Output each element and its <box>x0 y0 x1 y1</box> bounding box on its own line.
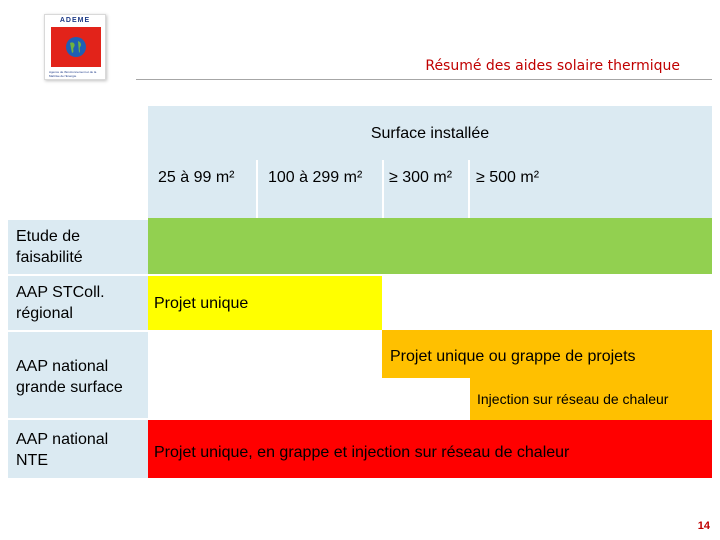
logo-wordmark: ADEME <box>59 17 91 24</box>
row-label-line: NTE <box>16 452 48 469</box>
band-text: Projet unique ou grappe de projets <box>390 348 636 365</box>
row-label-line: AAP national <box>16 358 109 375</box>
band-text: Projet unique <box>154 295 249 312</box>
row-label-etude <box>8 220 148 274</box>
column-header-500: ≥ 500 m² <box>476 169 540 186</box>
row-label-line: AAP national <box>16 431 109 448</box>
page-number: 14 <box>697 520 710 532</box>
band-etude-faisabilite <box>148 218 712 274</box>
column-header-100-299: 100 à 299 m² <box>268 169 363 186</box>
column-header-25-99: 25 à 99 m² <box>158 169 235 186</box>
slide-title: Résumé des aides solaire thermique <box>425 58 680 74</box>
band-text: Projet unique, en grappe et injection sur réseau de chaleur <box>154 444 570 461</box>
row-label-aap-grande-surface <box>8 332 148 418</box>
column-header-300: ≥ 300 m² <box>389 169 453 186</box>
table-header-surface <box>148 106 712 160</box>
row-label-aap-regional <box>8 276 148 330</box>
row-label-line: AAP STColl. <box>16 284 105 301</box>
column-divider <box>468 160 470 218</box>
logo-tagline: Agence de l'Environnement et de la Maîtrise de l'Energie <box>49 70 97 78</box>
band-grappe-projets <box>382 330 712 378</box>
band-projet-unique <box>148 276 382 330</box>
logo-red-square <box>51 27 101 67</box>
band-injection-reseau <box>470 378 712 420</box>
row-label-line: faisabilité <box>16 249 83 266</box>
row-label-line: grande surface <box>16 379 123 396</box>
ademe-logo <box>44 14 106 80</box>
row-label-line: régional <box>16 305 73 322</box>
globe-icon <box>64 35 88 59</box>
header-label: Surface installée <box>370 125 490 142</box>
column-divider <box>256 160 258 218</box>
row-label-aap-nte <box>8 420 148 478</box>
band-nte <box>148 420 712 478</box>
band-text: Injection sur réseau de chaleur <box>477 391 669 407</box>
title-divider <box>136 79 712 80</box>
row-label-line: Etude de <box>16 228 81 245</box>
column-divider <box>382 160 384 218</box>
